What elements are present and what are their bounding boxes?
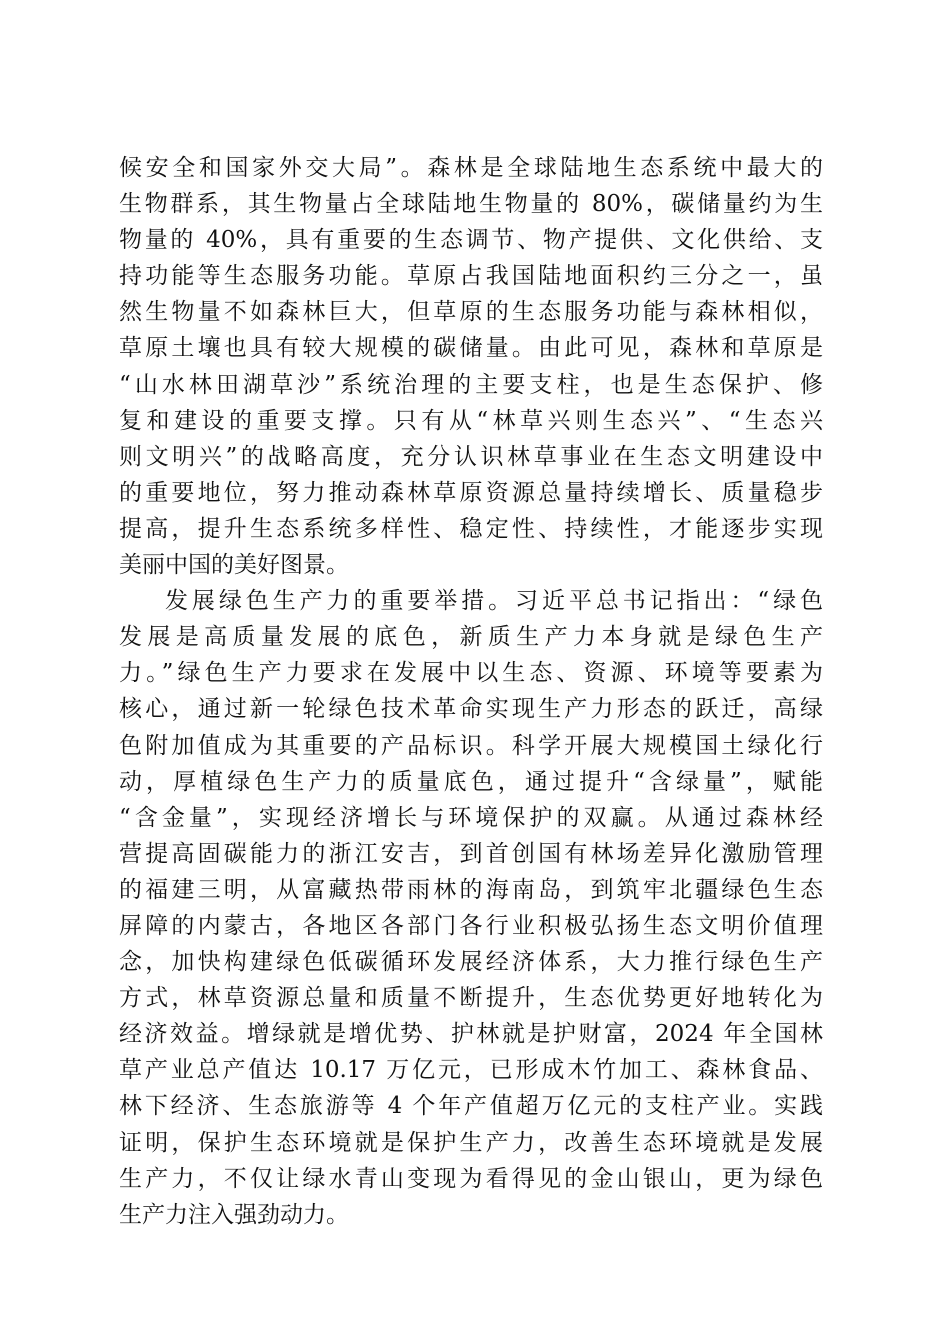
text-line: 动，厚植绿色生产力的质量底色，通过提升“含绿量”，赋能 <box>119 768 823 795</box>
text-line: “含金量”，实现经济增长与环境保护的双赢。从通过森林经 <box>119 804 823 831</box>
text-line: 生产力注入强劲动力。 <box>119 1201 349 1228</box>
text-line: 候安全和国家外交大局”。森林是全球陆地生态系统中最大的 <box>119 155 823 181</box>
text-line: 的福建三明，从富藏热带雨林的海南岛，到筑牢北疆绿色生态 <box>119 876 823 903</box>
text-line: 证明，保护生态环境就是保护生产力，改善生态环境就是发展 <box>119 1129 823 1156</box>
text-line: 营提高固碳能力的浙江安吉，到首创国有林场差异化激励管理 <box>119 840 823 867</box>
text-line: 发展是高质量发展的底色，新质生产力本身就是绿色生产 <box>119 624 823 651</box>
text-line: 草原土壤也具有较大规模的碳储量。由此可见，森林和草原是 <box>119 335 823 362</box>
document-body <box>119 150 823 1233</box>
paragraph-1 <box>119 150 823 583</box>
text-line: 持功能等生态服务功能。草原占我国陆地面积约三分之一，虽 <box>119 263 823 290</box>
text-line: 林下经济、生态旅游等 4 个年产值超万亿元的支柱产业。实践 <box>119 1093 823 1120</box>
text-line: 美丽中国的美好图景。 <box>119 552 349 579</box>
text-line: 则文明兴”的战略高度，充分认识林草事业在生态文明建设中 <box>119 443 823 470</box>
text-line: 色附加值成为其重要的产品标识。科学开展大规模国土绿化行 <box>119 732 823 759</box>
text-line: 发展绿色生产力的重要举措。习近平总书记指出：“绿色 <box>165 588 823 615</box>
text-line: 核心，通过新一轮绿色技术革命实现生产力形态的跃迁，高绿 <box>119 696 823 723</box>
paragraph-2 <box>119 583 823 1233</box>
text-line: 复和建设的重要支撑。只有从“林草兴则生态兴”、“生态兴 <box>119 407 823 434</box>
text-line: 物量的 40%，具有重要的生态调节、物产提供、文化供给、支 <box>119 227 823 254</box>
text-line: 然生物量不如森林巨大，但草原的生态服务功能与森林相似， <box>119 299 823 326</box>
text-line: 念，加快构建绿色低碳循环发展经济体系，大力推行绿色生产 <box>119 949 823 976</box>
text-line: 经济效益。增绿就是增优势、护林就是护财富，2024 年全国林 <box>119 1021 823 1048</box>
text-line: 生物群系，其生物量占全球陆地生物量的 80%，碳储量约为生 <box>119 191 823 218</box>
text-line: 的重要地位，努力推动森林草原资源总量持续增长、质量稳步 <box>119 479 823 506</box>
text-line: 提高，提升生态系统多样性、稳定性、持续性，才能逐步实现 <box>119 515 823 542</box>
text-line: 屏障的内蒙古，各地区各部门各行业积极弘扬生态文明价值理 <box>119 912 823 939</box>
text-line: 方式，林草资源总量和质量不断提升，生态优势更好地转化为 <box>119 985 823 1012</box>
text-line: 力。”绿色生产力要求在发展中以生态、资源、环境等要素为 <box>119 660 823 687</box>
text-line: 生产力，不仅让绿水青山变现为看得见的金山银山，更为绿色 <box>119 1165 823 1192</box>
text-line: 草产业总产值达 10.17 万亿元，已形成木竹加工、森林食品、 <box>119 1057 823 1084</box>
text-line: “山水林田湖草沙”系统治理的主要支柱，也是生态保护、修 <box>119 371 823 398</box>
